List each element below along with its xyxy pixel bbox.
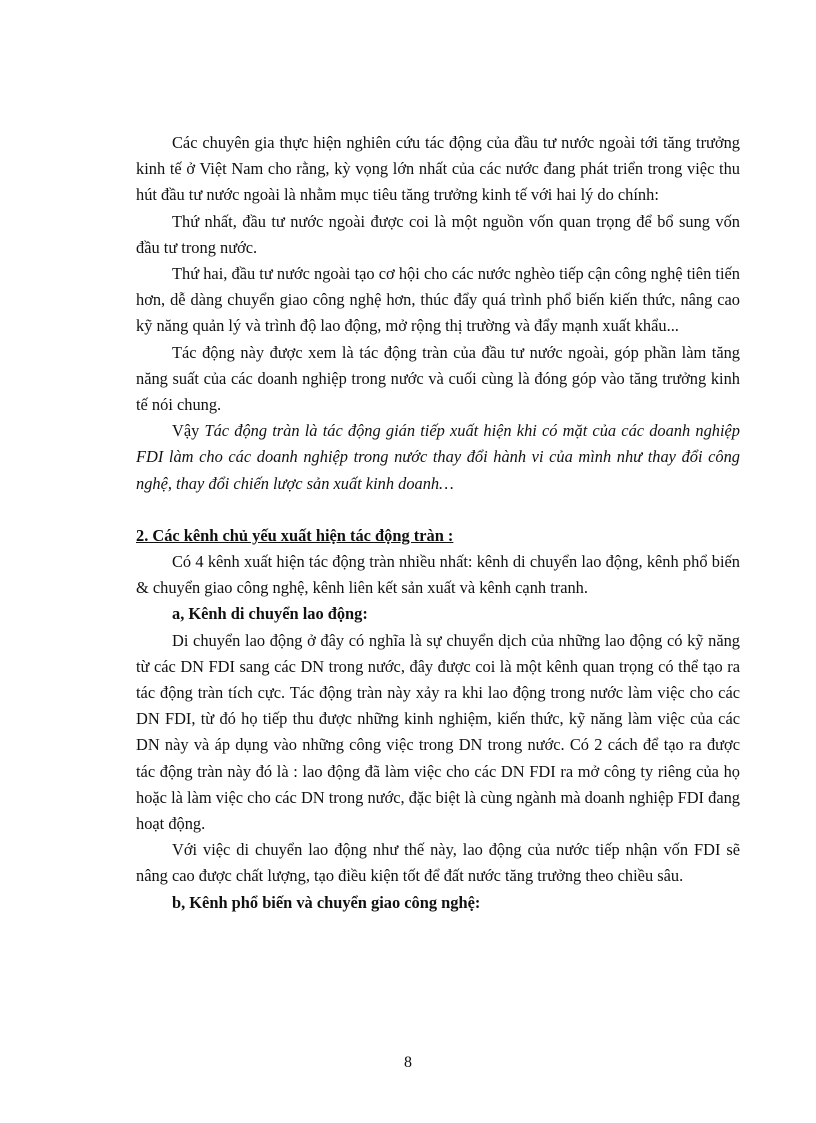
paragraph-intro: Các chuyên gia thực hiện nghiên cứu tác động của đầu tư nước ngoài tới tăng trưởng kinh tế ở Việt Nam cho rằng, kỳ vọng lớn nhất của các nước đang phát triển trong việc thu hút đầu tư nước ngoài là nhằm mục tiêu tăng trưởng kinh tế với hai lý do chính: [136, 133, 740, 205]
paragraph-labor-quality: Với việc di chuyển lao động như thế này, lao động của nước tiếp nhận vốn FDI sẽ nâng cao được chất lượng, tạo điều kiện tốt để đất nước tăng trưởng theo chiều sâu. [136, 840, 740, 886]
section-heading-2: 2. Các kênh chủ yếu xuất hiện tác động tràn : [136, 525, 454, 545]
paragraph-channels: Có 4 kênh xuất hiện tác động tràn nhiều nhất: kênh di chuyển lao động, kênh phổ biến & chuyển giao công nghệ, kênh liên kết sản xuất và kênh cạnh tranh. [136, 552, 740, 598]
paragraph-definition [136, 418, 740, 497]
definition-italic: Tác động tràn là tác động gián tiếp xuất hiện khi có mặt của các doanh nghiệp FDI làm cho các doanh nghiệp trong nước thay đổi hành vi của mình như thay đổi công nghệ, thay đổi chiến lược sản xuất kinh doanh… [136, 421, 740, 493]
definition-lead: Vậy [172, 421, 205, 441]
body-text [136, 130, 740, 916]
page-number: 8 [404, 1054, 412, 1071]
paragraph-spillover-effect: Tác động này được xem là tác động tràn của đầu tư nước ngoài, góp phần làm tăng năng suất của các doanh nghiệp trong nước và cuối cùng là đóng góp vào tăng trưởng kinh tế nói chung. [136, 342, 740, 415]
paragraph-second-reason: Thứ hai, đầu tư nước ngoài tạo cơ hội cho các nước nghèo tiếp cận công nghệ tiên tiến hơn, dễ dàng chuyển giao công nghệ hơn, thúc đẩy quá trình phổ biến kiến thức, nâng cao kỹ năng quản lý và trình độ lao động, mở rộng thị trường và đẩy mạnh xuất khẩu... [136, 264, 740, 336]
subheading-a: a, Kênh di chuyển lao động: [172, 604, 368, 624]
paragraph-labor-movement: Di chuyển lao động ở đây có nghĩa là sự chuyển dịch của những lao động có kỹ năng từ các DN FDI sang các DN trong nước, đây được coi là một kênh quan trọng có thể tạo ra tác động tràn tích cực. Tác động tràn này xảy ra khi lao động trong nước làm việc cho các DN FDI, từ đó họ tiếp thu được những kinh nghiệm, kiến thức, kỹ năng làm việc của các DN này và áp dụng vào những công việc trong DN trong nước. Có 2 cách để tạo ra được tác động tràn này đó là : lao động đã làm việc cho các DN FDI ra mở công ty riêng của họ hoặc là làm việc cho các DN trong nước, đặc biệt là cùng ngành mà doanh nghiệp FDI đang hoạt động. [136, 630, 740, 834]
subheading-b: b, Kênh phổ biến và chuyển giao công nghệ: [172, 892, 481, 912]
paragraph-first-reason: Thứ nhất, đầu tư nước ngoài được coi là một nguồn vốn quan trọng để bổ sung vốn đầu tư trong nước. [136, 211, 740, 257]
